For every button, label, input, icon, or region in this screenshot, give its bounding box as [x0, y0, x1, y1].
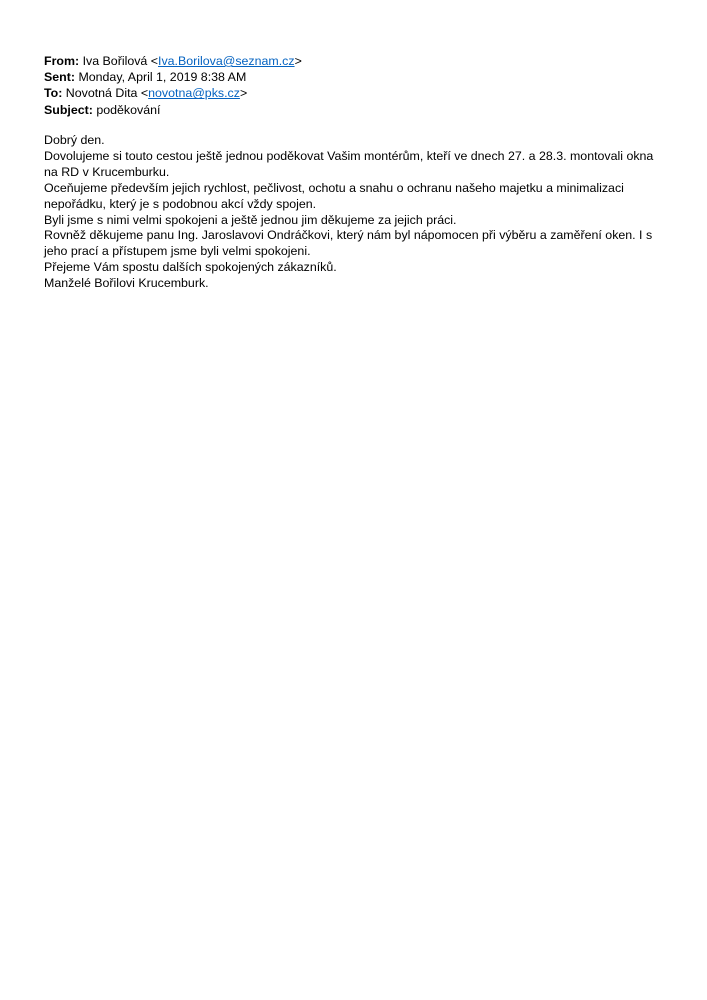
from-row: [44, 53, 664, 69]
to-close-bracket: >: [239, 86, 248, 101]
to-open-bracket: <: [140, 86, 149, 101]
from-open-bracket: <: [150, 54, 159, 68]
signature-line: Manželé Bořilovi Krucemburk.: [44, 276, 209, 291]
sent-value: Monday, April 1, 2019 8:38 AM: [78, 70, 247, 85]
subject-row: [44, 102, 664, 118]
to-email-link[interactable]: novotna@pks.cz: [148, 86, 240, 101]
body-paragraph-engineer: Rovněž děkujeme panu Ing. Jaroslavovi Ondráčkovi, který nám byl nápomocen při výběru a zaměření oken. I s jeho prací a přístupem jsme byli velmi spokojeni.: [44, 228, 653, 259]
to-row: [44, 85, 664, 101]
greeting-line: Dobrý den.: [44, 133, 105, 147]
from-name: Iva Bořilová: [82, 54, 148, 68]
to-name: Novotná Dita: [65, 86, 138, 101]
body-paragraph-appreciation: Oceňujeme především jejich rychlost, pečlivost, ochotu a snahu o ochranu našeho majetku a minimalizaci nepořádku, který je s podobnou akcí vždy spojen.: [44, 180, 624, 211]
to-label: To:: [44, 86, 63, 101]
email-header-block: [44, 53, 664, 118]
sent-row: [44, 69, 664, 85]
subject-value: poděkování: [96, 102, 161, 117]
from-email-link[interactable]: Iva.Borilova@seznam.cz: [158, 54, 295, 68]
subject-label: Subject:: [44, 102, 93, 117]
from-label: From:: [44, 54, 80, 68]
email-body: [44, 133, 666, 292]
body-paragraph-wishes: Přejeme Vám spostu dalších spokojených zákazníků.: [44, 260, 337, 275]
sent-label: Sent:: [44, 70, 75, 85]
body-paragraph-satisfied: Byli jsme s nimi velmi spokojeni a ještě jednou jim děkujeme za jejich práci.: [44, 212, 457, 227]
from-close-bracket: >: [294, 54, 302, 68]
body-paragraph-thanks: Dovolujeme si touto cestou ještě jednou poděkovat Vašim montérům, kteří ve dnech 27. a 28.3. montovali okna na RD v Krucemburku.: [44, 148, 654, 179]
